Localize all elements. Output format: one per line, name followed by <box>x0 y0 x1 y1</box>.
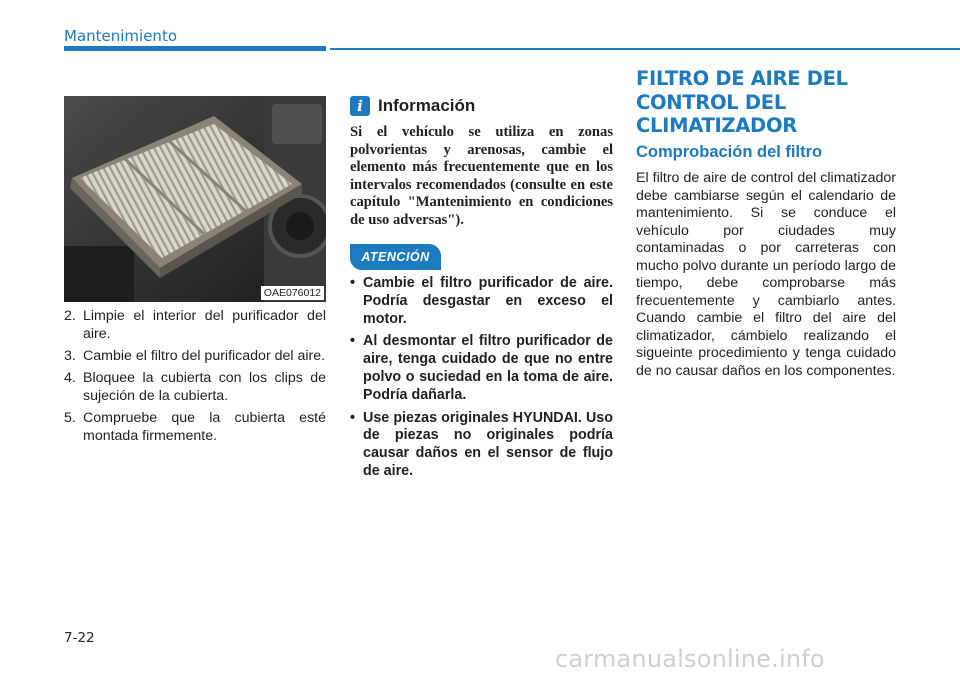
step-number: 3. <box>64 348 76 364</box>
attention-text: Cambie el filtro purificador de aire. Podría desgastar en exceso el motor. <box>363 275 613 327</box>
bullet-icon: • <box>350 333 356 350</box>
info-body: Si el vehículo se utiliza en zonas polvorientas y arenosas, cambie el elemento más frecuentemente que en los intervalos recomendados (consulte en este capítulo "Mantenimiento en condiciones de uso adversas"). <box>350 124 613 228</box>
header-bar-thin <box>330 48 960 50</box>
list-item <box>64 409 326 445</box>
list-item <box>350 275 613 328</box>
attention-text: Use piezas originales HYUNDAI. Uso de piezas no originales podría causar daños en el sensor de flujo de aire. <box>363 409 613 479</box>
step-list <box>64 307 326 449</box>
list-item <box>64 347 326 365</box>
info-title: Información <box>378 96 476 115</box>
attention-badge: ATENCIÓN <box>350 244 441 270</box>
step-number: 5. <box>64 410 76 426</box>
section-title: FILTRO DE AIRE DEL CONTROL DEL CLIMATIZADOR <box>636 67 848 137</box>
photo-code: OAE076012 <box>261 286 324 300</box>
info-heading <box>350 96 475 116</box>
watermark: carmanualsonline.info <box>555 645 825 673</box>
step-text: Bloquee la cubierta con los clips de sujeción de la cubierta. <box>83 370 326 404</box>
page-number: 7-22 <box>64 630 95 646</box>
bullet-icon: • <box>350 409 356 426</box>
list-item <box>64 307 326 343</box>
step-number: 4. <box>64 370 76 386</box>
section-subtitle: Comprobación del filtro <box>636 143 823 161</box>
list-item <box>350 410 613 481</box>
section-body: El filtro de aire de control del climatizador debe cambiarse según el calendario de mantenimiento. Si se conduce el vehículo por ciudades muy contaminadas o por carreteras con mucho polvo durante un período largo de tiempo, debe comprobarse más frecuentemente y cambiarlo antes. Cuando cambie el filtro del aire del climatizador, cámbielo realizando el sigueinte procedimiento y tenga cuidado de no causar daños en los componentes. <box>636 170 896 379</box>
step-text: Limpie el interior del purificador del aire. <box>83 308 326 342</box>
step-text: Compruebe que la cubierta esté montada firmemente. <box>83 410 326 444</box>
attention-list <box>350 275 613 486</box>
list-item <box>350 333 613 404</box>
info-icon: i <box>350 96 370 116</box>
step-number: 2. <box>64 308 76 324</box>
list-item <box>64 369 326 405</box>
air-filter-illustration <box>64 96 326 302</box>
step-text: Cambie el filtro del purificador del aire. <box>83 348 326 364</box>
attention-text: Al desmontar el filtro purificador de aire, tenga cuidado de que no entre polvo o suciedad en la toma de aire. Podría dañarla. <box>363 333 613 403</box>
header-bar-thick <box>64 46 326 51</box>
bullet-icon: • <box>350 275 356 291</box>
section-header: Mantenimiento <box>64 27 177 45</box>
air-filter-photo <box>64 96 326 302</box>
